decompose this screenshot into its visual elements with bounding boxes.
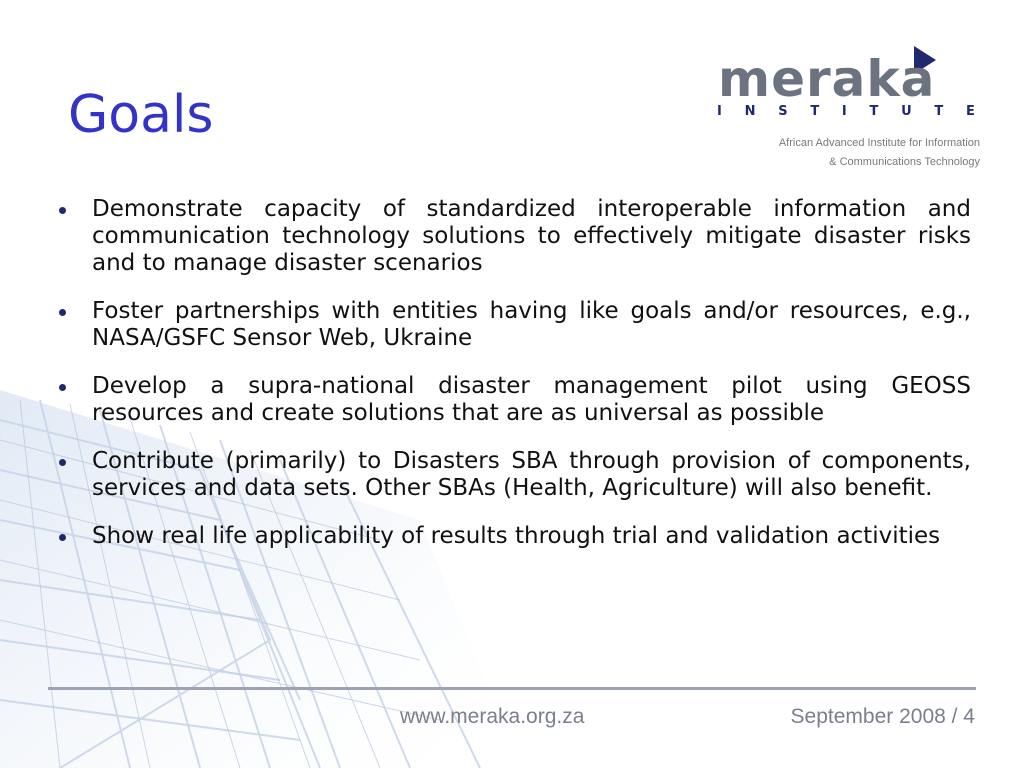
goal-bullet-item: [57, 298, 971, 352]
logo-subtitle-letter: E: [966, 104, 975, 119]
logo-subtitle-letter: T: [869, 104, 879, 119]
bullet-dot-icon: [59, 309, 66, 316]
footer-url-link[interactable]: www.meraka.org.za: [400, 705, 585, 728]
logo-subtitle-letter: N: [744, 104, 756, 119]
logo-subtitle-letter: U: [901, 104, 912, 119]
goal-bullet-item: [57, 196, 971, 277]
logo-tagline: [700, 134, 980, 172]
goals-bullet-list: [57, 196, 971, 571]
logo-word-text: meraka: [718, 50, 936, 108]
logo-subtitle-letter: I: [841, 104, 847, 119]
goal-bullet-text: Develop a supra-national disaster management pilot using GEOSS resources and create solutions that are as universal as possible: [92, 373, 971, 426]
bullet-dot-icon: [59, 534, 66, 541]
goal-bullet-item: [57, 373, 971, 427]
bullet-dot-icon: [59, 459, 66, 466]
goal-bullet-text: Show real life applicability of results through trial and validation activities: [92, 523, 941, 549]
logo-subtitle: [717, 104, 975, 119]
goal-bullet-text: Demonstrate capacity of standardized interoperable information and communication technology solutions to effectively mitigate disaster risks and to manage disaster scenarios: [92, 196, 971, 276]
goal-bullet-item: [57, 523, 971, 550]
goal-bullet-text: Foster partnerships with entities having like goals and/or resources, e.g., NASA/GSFC Sensor Web, Ukraine: [92, 298, 971, 351]
logo-subtitle-letter: I: [717, 104, 722, 119]
footer-date-page: September 2008 / 4: [790, 705, 975, 728]
tagline-line-2: & Communications Technology: [829, 156, 980, 168]
logo-subtitle-letter: T: [934, 104, 944, 119]
logo-subtitle-letter: T: [810, 104, 820, 119]
goal-bullet-item: [57, 448, 971, 502]
logo-subtitle-letter: S: [778, 104, 788, 119]
bullet-dot-icon: [59, 207, 66, 214]
goal-bullet-text: Contribute (primarily) to Disasters SBA through provision of components, services and data sets. Other SBAs (Health, Agriculture) will also benefit.: [92, 448, 971, 501]
tagline-line-1: African Advanced Institute for Information: [778, 137, 980, 149]
bullet-dot-icon: [59, 384, 66, 391]
meraka-logo: [700, 38, 980, 178]
slide-title: Goals: [68, 85, 214, 145]
footer-divider: [48, 687, 976, 690]
